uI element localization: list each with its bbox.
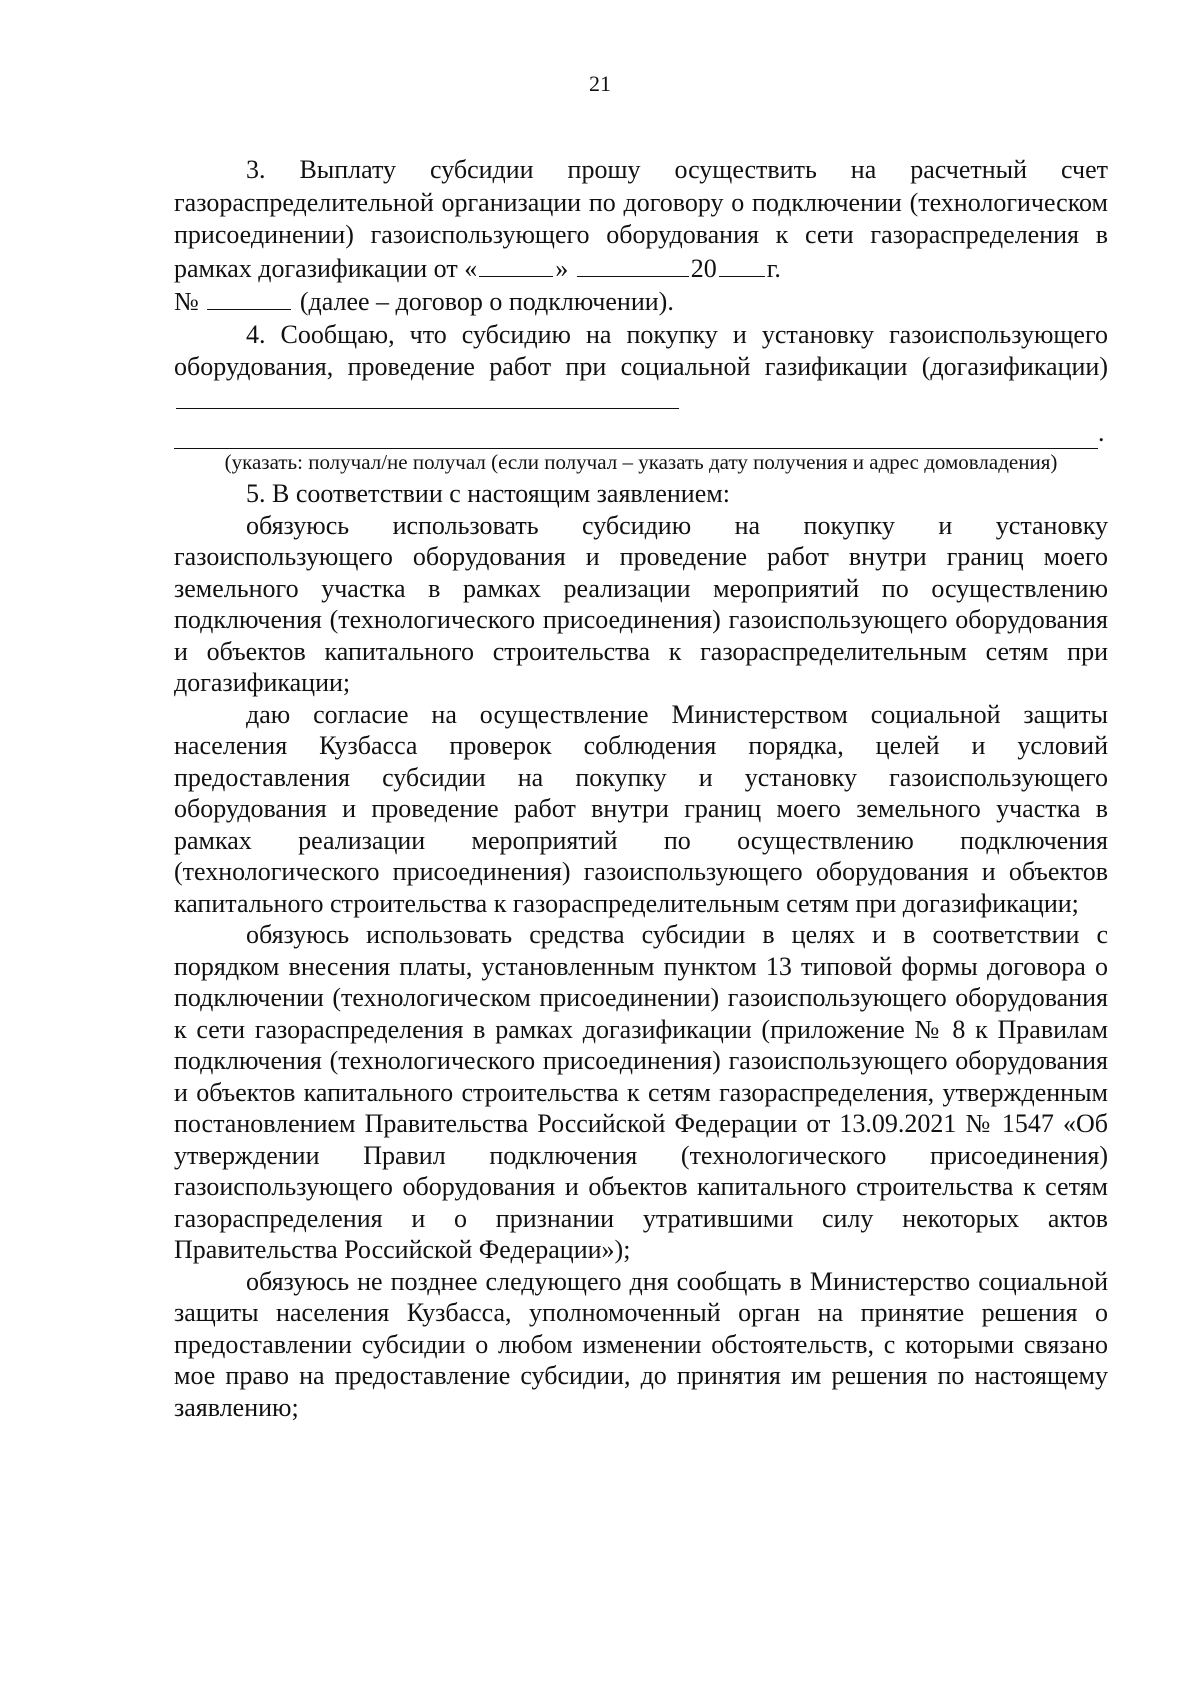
item-5-paragraph-1: обязуюсь использовать субсидию на покупку и установку газоиспользующего оборудования и проведение работ внутри границ моего земельного участка в рамках реализации мероприятий по осуществлению подключения (технологического присоединения) газоиспользующего оборудования и объектов капитального строительства к газораспределительным сетям при догазификации; <box>174 510 1108 697</box>
item-4-second-line <box>174 417 1108 449</box>
item-4-paragraph <box>174 319 1108 418</box>
item-3-text: 3. Выплату субсидии прошу осуществить на расчетный счет газораспределительной организации по договору о подключении (технологическом присоединении) газоиспользующего оборудования к сети газораспределения в рамках догазификации от « <box>174 155 1108 283</box>
item-5-paragraph-4: обязуюсь не позднее следующего дня сообщать в Министерство социальной защиты населения Кузбасса, уполномоченный орган на принятие решения о предоставлении субсидии о любом изменении обстоятельств, с которыми связано мое право на предоставление субсидии, до принятия им решения по настоящему заявлению; <box>174 1266 1108 1422</box>
item-5-heading: 5. В соответствии с настоящим заявлением: <box>246 479 730 508</box>
year-blank <box>719 252 765 277</box>
item-4-fill-line-2 <box>174 426 1098 449</box>
item-4-fill-line <box>176 384 679 409</box>
item-3-quote-close: » <box>555 253 575 283</box>
document-body <box>174 154 1108 1423</box>
item-3-tail: (далее – договор о подключении). <box>293 287 674 316</box>
month-blank <box>577 252 689 277</box>
year-prefix: 20 <box>690 253 717 283</box>
year-suffix: г. <box>766 253 781 283</box>
item-4-end-mark: . <box>1098 417 1105 447</box>
item-4-note: (указать: получал/не получал (если получал – указать дату получения и адрес домовладения) <box>224 450 1058 474</box>
item-5-paragraph-3: обязуюсь использовать средства субсидии в целях и в соответствии с порядком внесения платы, установленным пунктом 13 типовой формы договора о подключении (технологическом присоединении) газоиспользующего оборудования к сети газораспределения в рамках догазификации (приложение № 8 к Правилам подключения (технологического присоединения) газоиспользующего оборудования и объектов капитального строительства к сетям газораспределения, утвержденным постановлением Правительства Российской Федерации от 13.09.2021 № 1547 «Об утверждении Правил подключения (технологического присоединения) газоиспользующего оборудования и объектов капитального строительства к сетям газораспределения и о признании утратившими силу некоторых актов Правительства Российской Федерации»); <box>174 920 1108 1264</box>
number-sign: № <box>174 287 199 316</box>
item-5-paragraph-2: даю согласие на осуществление Министерством социальной защиты населения Кузбасса проверок соблюдения порядка, целей и условий предоставления субсидии на покупку и установку газоиспользующего оборудования и проведение работ внутри границ моего земельного участка в рамках реализации мероприятий по осуществлению подключения (технологического присоединения) газоиспользующего оборудования и объектов капитального строительства к газораспределительным сетям при догазификации; <box>174 699 1108 918</box>
item-3-paragraph <box>174 154 1108 319</box>
day-blank <box>479 252 553 277</box>
page-number: 21 <box>589 71 611 96</box>
contract-number-blank <box>207 285 291 310</box>
item-4-text: 4. Сообщаю, что субсидию на покупку и установку газоиспользующего оборудования, проведение работ при социальной газификации (догазификации) <box>174 319 1108 381</box>
